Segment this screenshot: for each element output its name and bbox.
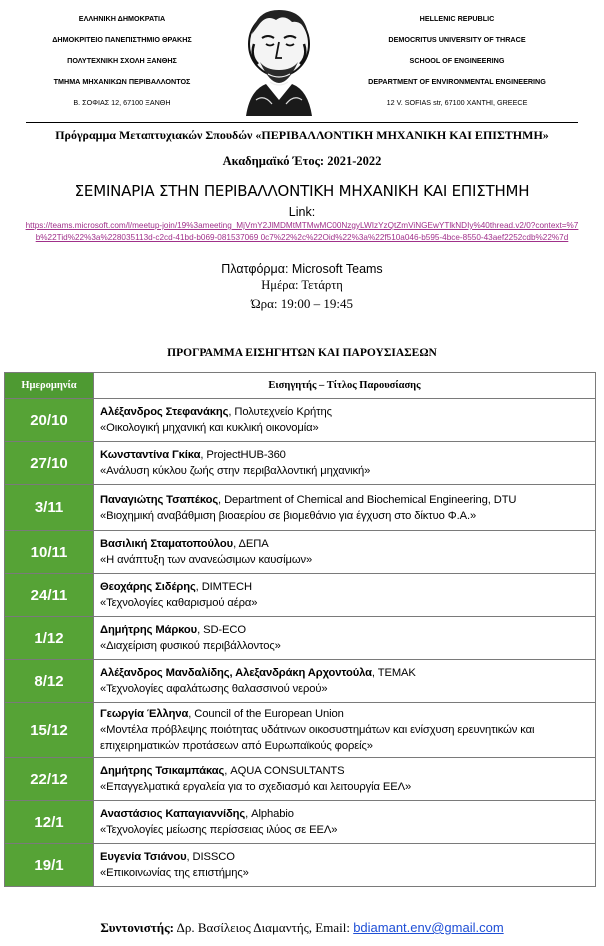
speaker-line: [100, 849, 589, 865]
row-date: 22/12: [5, 758, 94, 801]
row-presentation: [94, 442, 596, 485]
header-line: DEMOCRITUS UNIVERSITY OF THRACE: [388, 35, 526, 44]
presentation-title: «Η ανάπτυξη των ανανεώσιμων καυσίμων»: [100, 554, 313, 566]
speaker-line: [100, 447, 589, 463]
time-info: Ώρα: 19:00 – 19:45: [250, 296, 354, 311]
table-header-row: [5, 373, 596, 399]
coordinator-footer: [0, 920, 604, 936]
table-row: [5, 617, 596, 660]
academic-year: Ακαδημαϊκό Έτος: 2021-2022: [222, 154, 382, 168]
table-row: [5, 660, 596, 703]
presentation-title: «Επικοινωνίας της επιστήμης»: [100, 867, 249, 879]
speaker-name: Θεοχάρης Σιδέρης: [100, 581, 196, 593]
row-date: 20/10: [5, 399, 94, 442]
speaker-name: Βασιλική Σταματοπούλου: [100, 538, 234, 550]
header-left-greek: [22, 8, 222, 113]
presentation-title: «Οικολογική μηχανική και κυκλική οικονομία»: [100, 422, 319, 434]
platform-info: Πλατφόρμα: Microsoft Teams: [221, 262, 383, 276]
table-row: [5, 801, 596, 844]
speaker-affiliation: , SD-ECO: [197, 624, 246, 636]
speaker-affiliation: , DISSCO: [186, 851, 235, 863]
program-title: Πρόγραμμα Μεταπτυχιακών Σπουδών «ΠΕΡΙΒΑΛΛΟΝΤΙΚΗ ΜΗΧΑΝΙΚΗ ΚΑΙ ΕΠΙΣΤΗΜΗ»: [55, 128, 549, 142]
table-row: [5, 399, 596, 442]
speaker-line: [100, 665, 589, 681]
header-line: DEPARTMENT OF ENVIRONMENTAL ENGINEERING: [368, 77, 546, 86]
row-presentation: [94, 574, 596, 617]
header-line: ΕΛΛΗΝΙΚΗ ΔΗΜΟΚΡΑΤΙΑ: [78, 14, 166, 23]
row-date: 24/11: [5, 574, 94, 617]
row-presentation: [94, 660, 596, 703]
table-row: [5, 844, 596, 887]
speaker-line: [100, 492, 589, 508]
header-right-english: [332, 8, 582, 113]
coordinator-email-link[interactable]: bdiamant.env@gmail.com: [353, 920, 504, 935]
speaker-name: Παναγιώτης Τσαπέκος: [100, 493, 219, 506]
day-info: Ημέρα: Τετάρτη: [261, 278, 343, 292]
speaker-name: Αλέξανδρος Στεφανάκης: [100, 406, 229, 418]
schedule-table: [4, 372, 596, 887]
speaker-affiliation: , Πολυτεχνείο Κρήτης: [228, 406, 332, 418]
column-header-date: Ημερομηνία: [5, 373, 94, 399]
header-divider: [26, 122, 578, 123]
speaker-affiliation: , Alphabio: [245, 808, 294, 820]
row-date: 8/12: [5, 660, 94, 703]
schedule-title: ΠΡΟΓΡΑΜΜΑ ΕΙΣΗΓΗΤΩΝ ΚΑΙ ΠΑΡΟΥΣΙΑΣΕΩΝ: [167, 347, 437, 359]
header-line: HELLENIC REPUBLIC: [419, 14, 495, 23]
header-line: ΔΗΜΟΚΡΙΤΕΙΟ ΠΑΝΕΠΙΣΤΗΜΙΟ ΘΡΑΚΗΣ: [52, 35, 192, 44]
row-presentation: [94, 617, 596, 660]
column-header-presentation: Εισηγητής – Τίτλος Παρουσίασης: [94, 373, 596, 399]
table-row: [5, 531, 596, 574]
table-row: [5, 574, 596, 617]
row-date: 27/10: [5, 442, 94, 485]
row-presentation: [94, 844, 596, 887]
speaker-affiliation: , DIMTECH: [195, 581, 252, 593]
speaker-line: [100, 806, 589, 822]
row-presentation: [94, 801, 596, 844]
speaker-name: Δημήτρης Μάρκου: [100, 624, 198, 636]
header-address: Β. ΣΟΦΙΑΣ 12, 67100 ΞΑΝΘΗ: [73, 98, 171, 107]
presentation-title: «Διαχείριση φυσικού περιβάλλοντος»: [100, 640, 281, 652]
presentation-title: «Τεχνολογίες καθαρισμού αέρα»: [100, 597, 258, 609]
row-presentation: [94, 485, 596, 531]
speaker-name: Αναστάσιος Καπαγιαννίδης: [100, 808, 246, 820]
row-date: 10/11: [5, 531, 94, 574]
speaker-name: Δημήτρης Τσικαμπάκας: [100, 765, 225, 777]
presentation-title: «Βιοχημική αναβάθμιση βιοαερίου σε βιομεθάνιο για έγχυση στο δίκτυο Φ.Α.»: [100, 509, 477, 522]
speaker-affiliation: , Department of Chemical and Biochemical Engineering, DTU: [218, 493, 517, 506]
row-presentation: [94, 758, 596, 801]
speaker-line: [100, 763, 589, 779]
table-row: [5, 485, 596, 531]
row-date: 12/1: [5, 801, 94, 844]
row-presentation: [94, 703, 596, 758]
header-address: 12 V. SOFIAS str, 67100 XANTHI, GREECE: [386, 98, 528, 107]
presentation-title: «Τεχνολογίες αφαλάτωσης θαλασσινού νερού»: [100, 683, 328, 695]
table-row: [5, 703, 596, 758]
row-date: 1/12: [5, 617, 94, 660]
speaker-name: Γεωργία Έλληνα: [100, 708, 189, 720]
speaker-line: [100, 622, 589, 638]
speaker-name: Ευγενία Τσιάνου: [100, 851, 187, 863]
speaker-affiliation: , ProjectHUB-360: [200, 449, 286, 461]
speaker-affiliation: , ΔΕΠΑ: [233, 538, 269, 550]
speaker-affiliation: , AQUA CONSULTANTS: [224, 765, 345, 777]
header-line: ΠΟΛΥΤΕΧΝΙΚΗ ΣΧΟΛΗ ΞΑΝΘΗΣ: [67, 56, 177, 65]
presentation-title: «Ανάλυση κύκλου ζωής στην περιβαλλοντική μηχανική»: [100, 465, 371, 477]
header-line: ΤΜΗΜΑ ΜΗΧΑΝΙΚΩΝ ΠΕΡΙΒΑΛΛΟΝΤΟΣ: [53, 77, 191, 86]
row-date: 19/1: [5, 844, 94, 887]
row-presentation: [94, 531, 596, 574]
speaker-name: Κωνσταντίνα Γκίκα: [100, 449, 201, 461]
row-date: 15/12: [5, 703, 94, 758]
header-line: SCHOOL OF ENGINEERING: [409, 56, 505, 65]
teams-meeting-link[interactable]: https://teams.microsoft.com/l/meetup-join/19%3ameeting_MjVmY2JlMDMtMTMwMC00NzgyLWIzYzQtZmViNGEwYTlkNDIy%40thread.v2/0?context=%7b%22Tid%22%3a%228035113d-c2cd-41bd-b069-081537069 0c7%22%2c%22Oid%22%3a%22f510a046-b595-4bce-8550-43aef2252cdb%22%7d: [25, 221, 579, 242]
coordinator-label: Συντονιστής:: [100, 920, 174, 935]
seminar-title: ΣΕΜΙΝΑΡΙΑ ΣΤΗΝ ΠΕΡΙΒΑΛΛΟΝΤΙΚΗ ΜΗΧΑΝΙΚΗ ΚΑΙ ΕΠΙΣΤΗΜΗ: [74, 182, 530, 200]
speaker-affiliation: , ΤΕΜΑΚ: [371, 667, 416, 679]
coordinator-name: Δρ. Βασίλειος Διαμαντής, Email:: [173, 920, 354, 935]
link-label: Link:: [288, 205, 316, 219]
presentation-title: «Μοντέλα πρόβλεψης ποιότητας υδάτινων οικοσυστημάτων και ενίσχυση ερευνητικών και επιχειρηματικών προτάσεων από Ευρωπαϊκούς φορείς»: [100, 724, 535, 752]
speaker-line: [100, 404, 589, 420]
presentation-title: «Επαγγελματικά εργαλεία για το σχεδιασμό και λειτουργία ΕΕΛ»: [100, 781, 412, 793]
democritus-bust-logo-icon: [232, 4, 326, 116]
row-date: 3/11: [5, 485, 94, 531]
speaker-line: [100, 706, 589, 722]
speaker-affiliation: , Council of the European Union: [188, 708, 344, 720]
presentation-title: «Τεχνολογίες μείωσης περίσσειας ιλύος σε ΕΕΛ»: [100, 824, 338, 836]
speaker-line: [100, 579, 589, 595]
row-presentation: [94, 399, 596, 442]
speaker-name: Αλέξανδρος Μανδαλίδης, Αλεξανδράκη Αρχοντούλα: [100, 667, 372, 679]
speaker-line: [100, 536, 589, 552]
table-row: [5, 758, 596, 801]
table-row: [5, 442, 596, 485]
